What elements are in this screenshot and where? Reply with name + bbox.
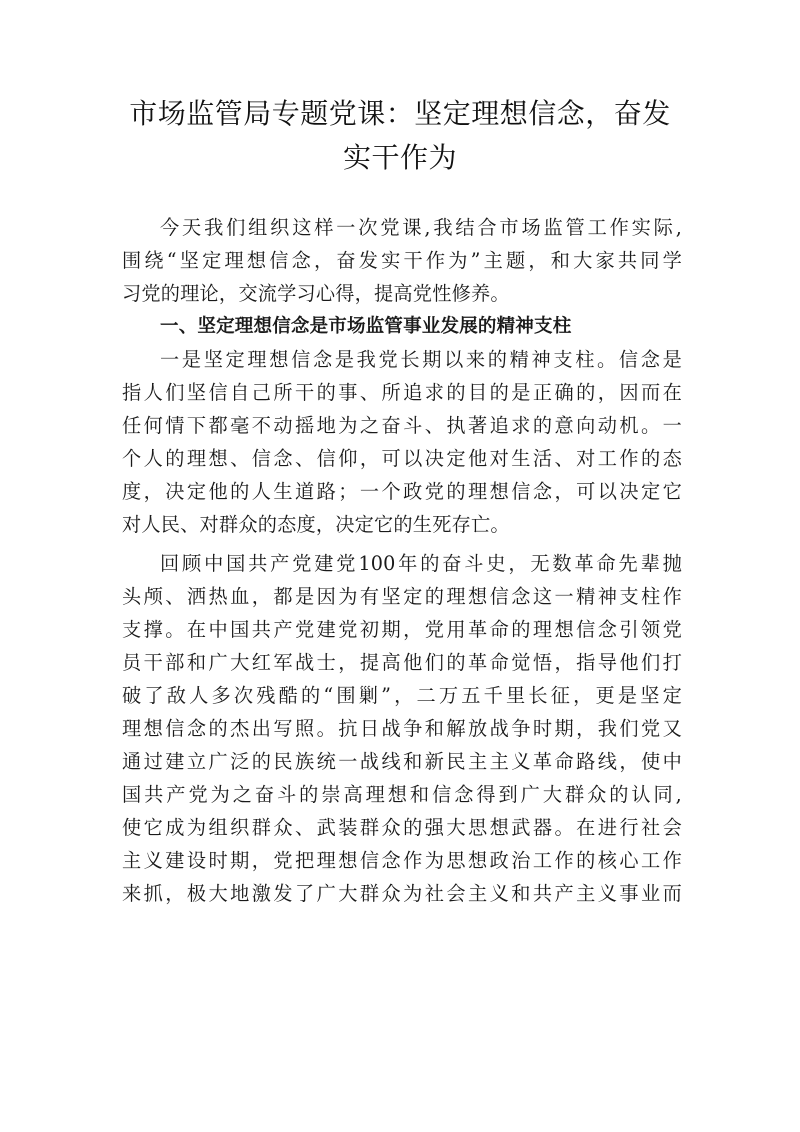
- document-title: [100, 92, 700, 180]
- text-line: 破了敌人多次残酷的“围剿”，二万五千里长征，更是坚定: [122, 684, 682, 707]
- text-line: 理想信念的杰出写照。抗日战争和解放战争时期，我们党又: [122, 717, 682, 740]
- paragraph: [122, 343, 682, 541]
- paragraph: [122, 547, 682, 910]
- text-line: 任何情下都毫不动摇地为之奋斗、执著追求的意向动机。一: [122, 414, 682, 437]
- text-line: 主义建设时期，党把理想信念作为思想政治工作的核心工作: [122, 849, 682, 872]
- text-line: 习党的理论，交流学习心得，提高党性修养。: [122, 282, 510, 305]
- text-line: 今天我们组织这样一次党课,我结合市场监管工作实际,: [160, 216, 682, 239]
- document-body: [122, 211, 682, 910]
- text-line: 回顾中国共产党建党100年的奋斗史，无数革命先辈抛: [160, 552, 682, 575]
- title-line-2: 实干作为: [342, 141, 457, 174]
- section-heading: 一、坚定理想信念是市场监管事业发展的精神支柱: [160, 316, 572, 337]
- text-line: 来抓，极大地激发了广大群众为社会主义和共产主义事业而: [122, 882, 682, 905]
- text-line: 围绕“坚定理想信念，奋发实干作为”主题，和大家共同学: [122, 249, 682, 272]
- text-line: 对人民、对群众的态度，决定它的生死存亡。: [122, 513, 510, 536]
- text-line: 一是坚定理想信念是我党长期以来的精神支柱。信念是: [160, 348, 682, 371]
- text-line: 度，决定他的人生道路；一个政党的理想信念，可以决定它: [122, 480, 682, 503]
- text-line: 指人们坚信自己所干的事、所追求的目的是正确的，因而在: [122, 381, 682, 404]
- text-line: 员干部和广大红军战士，提高他们的革命觉悟，指导他们打: [122, 651, 682, 674]
- intro-paragraph: [122, 211, 682, 310]
- text-line: 支撑。在中国共产党建党初期，党用革命的理想信念引领党: [122, 618, 682, 641]
- text-line: 个人的理想、信念、信仰，可以决定他对生活、对工作的态: [122, 447, 682, 470]
- text-line: 通过建立广泛的民族统一战线和新民主主义革命路线，使中: [122, 750, 682, 773]
- text-line: 头颅、洒热血，都是因为有坚定的理想信念这一精神支柱作: [122, 585, 682, 608]
- text-line: 使它成为组织群众、武装群众的强大思想武器。在进行社会: [122, 816, 682, 839]
- text-line: 国共产党为之奋斗的崇高理想和信念得到广大群众的认同,: [122, 783, 682, 806]
- title-line-1: 市场监管局专题党课：坚定理想信念，奋发: [129, 97, 671, 130]
